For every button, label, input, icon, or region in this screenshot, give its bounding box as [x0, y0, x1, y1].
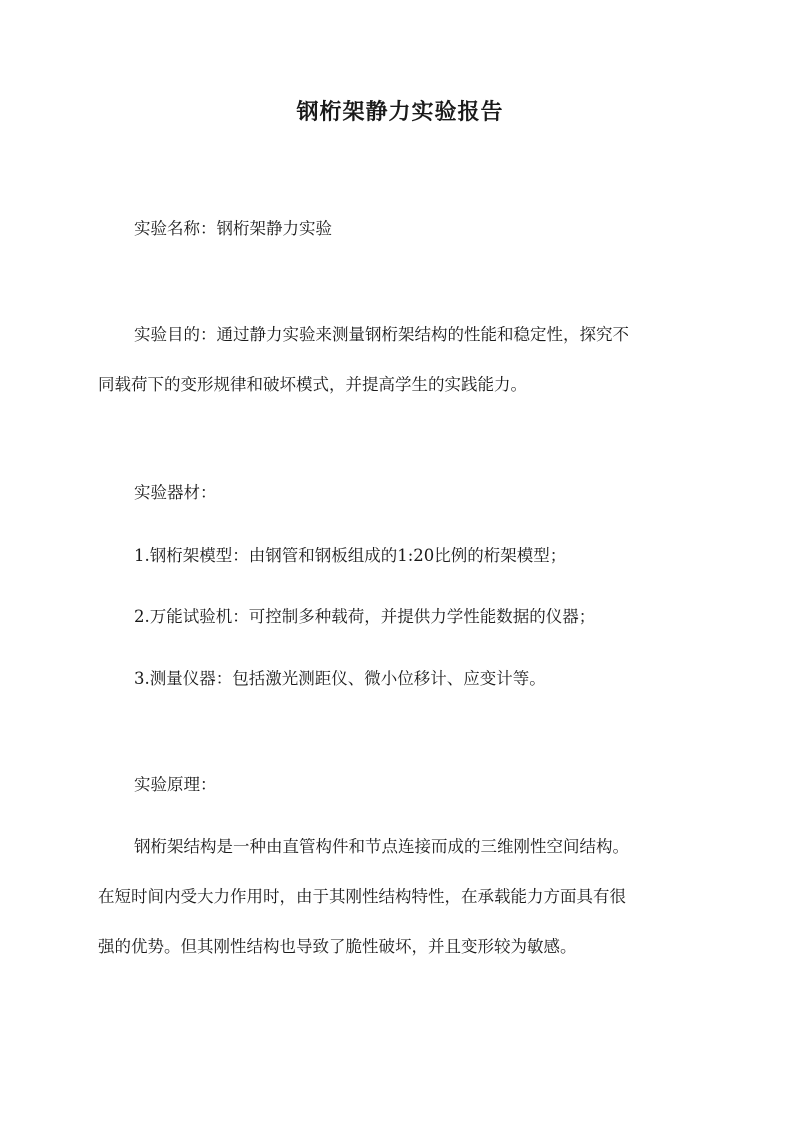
equipment-item: 3.测量仪器：包括激光测距仪、微小位移计、应变计等。: [134, 669, 546, 688]
experiment-purpose-line-2: 同载荷下的变形规律和破坏模式，并提高学生的实践能力。: [98, 375, 527, 394]
equipment-item: 2.万能试验机：可控制多种载荷，并提供力学性能数据的仪器；: [134, 607, 596, 626]
equipment-heading: 实验器材：: [134, 483, 217, 502]
principle-line-2: 在短时间内受大力作用时，由于其刚性结构特性，在承载能力方面具有很: [98, 887, 626, 906]
principle-line-1: 钢桁架结构是一种由直管构件和节点连接而成的三维刚性空间结构。: [134, 837, 629, 856]
experiment-name: 实验名称：钢桁架静力实验: [134, 219, 332, 238]
equipment-item: 1.钢桁架模型：由钢管和钢板组成的1:20比例的桁架模型；: [134, 546, 567, 565]
principle-heading: 实验原理：: [134, 775, 217, 794]
experiment-purpose-line-1: 实验目的：通过静力实验来测量钢桁架结构的性能和稳定性，探究不: [134, 325, 629, 344]
document-title: 钢桁架静力实验报告: [296, 99, 504, 125]
principle-line-3: 强的优势。但其刚性结构也导致了脆性破坏，并且变形较为敏感。: [98, 937, 577, 956]
